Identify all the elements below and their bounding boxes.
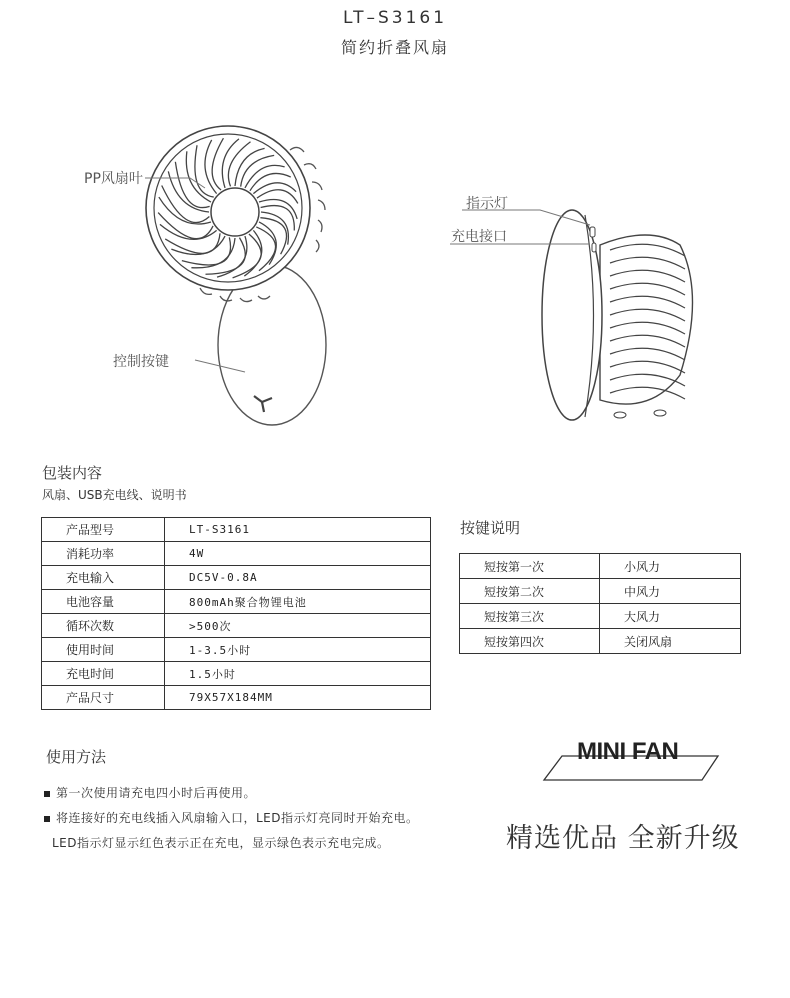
model-title: LT–S3161 [342,8,448,28]
key-row [460,604,741,629]
callout-fan-blade: PP风扇叶 [84,171,143,187]
spec-value: DC5V-0.8A [165,566,431,590]
spec-value: 1-3.5小时 [165,638,431,662]
spec-row [42,590,431,614]
spec-row [42,686,431,710]
spec-label: 充电时间 [42,662,165,686]
mini-fan-logo: MINI FAN [577,738,679,765]
key-press: 短按第三次 [460,604,600,629]
spec-row [42,638,431,662]
callout-charge-port: 充电接口 [451,229,507,245]
spec-value: LT-S3161 [165,518,431,542]
key-row [460,629,741,654]
key-press: 短按第一次 [460,554,600,579]
spec-row [42,614,431,638]
bullet-icon [44,816,50,822]
usage-title: 使用方法 [46,748,107,766]
key-row [460,554,741,579]
spec-row [42,566,431,590]
bullet-icon [44,791,50,797]
key-result: 大风力 [600,604,741,629]
spec-label: 电池容量 [42,590,165,614]
spec-label: 循环次数 [42,614,165,638]
spec-row [42,662,431,686]
usage-line-2: 将连接好的充电线插入风扇输入口，LED指示灯亮同时开始充电。 [44,809,419,826]
usage-line-1: 第一次使用请充电四小时后再使用。 [44,784,256,801]
spec-value: 79X57X184MM [165,686,431,710]
key-result: 中风力 [600,579,741,604]
spec-value: 800mAh聚合物锂电池 [165,590,431,614]
product-name: 简约折叠风扇 [340,38,449,57]
spec-value: 1.5小时 [165,662,431,686]
key-result: 小风力 [600,554,741,579]
keys-table [459,553,741,654]
slogan: 精选优品 全新升级 [506,823,740,854]
spec-table [41,517,431,710]
spec-label: 充电输入 [42,566,165,590]
key-press: 短按第二次 [460,579,600,604]
spec-row [42,518,431,542]
key-press: 短按第四次 [460,629,600,654]
spec-value: 4W [165,542,431,566]
package-contents: 风扇、USB充电线、说明书 [42,488,187,502]
callout-control-button: 控制按键 [113,354,169,370]
usage-line-3: LED指示灯显示红色表示正在充电，显示绿色表示充电完成。 [52,836,390,850]
spec-label: 产品型号 [42,518,165,542]
spec-label: 消耗功率 [42,542,165,566]
keys-title: 按键说明 [460,519,521,537]
callout-indicator-light: 指示灯 [466,196,508,212]
spec-value: >500次 [165,614,431,638]
spec-label: 产品尺寸 [42,686,165,710]
key-row [460,579,741,604]
spec-row [42,542,431,566]
key-result: 关闭风扇 [600,629,741,654]
package-title: 包装内容 [42,464,103,482]
spec-label: 使用时间 [42,638,165,662]
